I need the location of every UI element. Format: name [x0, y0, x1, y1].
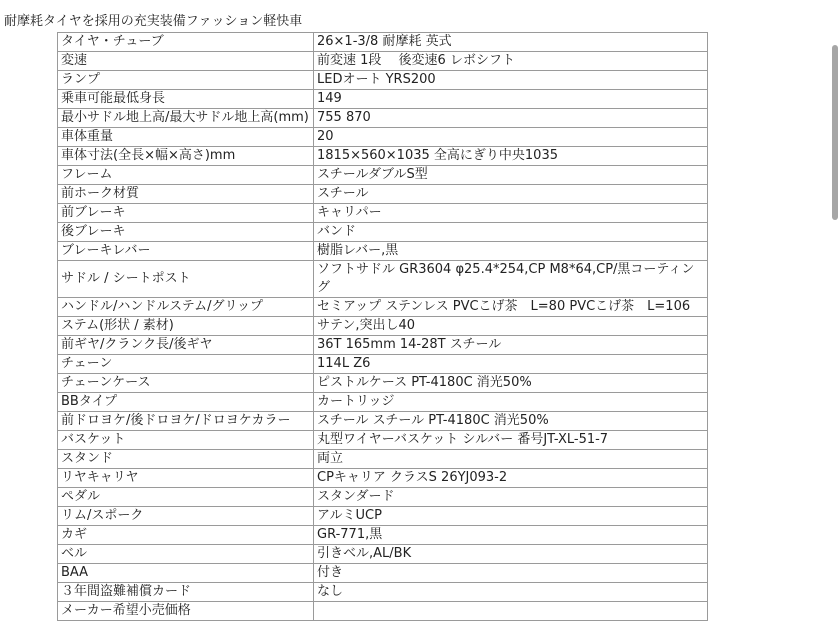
table-row: [58, 393, 708, 412]
spec-label: 変速: [58, 52, 314, 71]
spec-value: なし: [314, 583, 708, 602]
spec-label: 乗車可能最低身長: [58, 90, 314, 109]
table-row: [58, 412, 708, 431]
spec-label: リヤキャリヤ: [58, 469, 314, 488]
spec-value: 前変速 1段 後変速6 レボシフト: [314, 52, 708, 71]
table-row: [58, 488, 708, 507]
spec-label: 車体重量: [58, 128, 314, 147]
spec-label: 後ブレーキ: [58, 223, 314, 242]
spec-value: キャリパー: [314, 204, 708, 223]
spec-value: ピストルケース PT-4180C 消光50%: [314, 374, 708, 393]
spec-label: チェーンケース: [58, 374, 314, 393]
table-row: [58, 33, 708, 52]
spec-label: 前ギヤ/クランク長/後ギヤ: [58, 336, 314, 355]
spec-label: 前ドロヨケ/後ドロヨケ/ドロヨケカラー: [58, 412, 314, 431]
table-row: [58, 204, 708, 223]
table-row: [58, 90, 708, 109]
table-row: [58, 450, 708, 469]
spec-label: 前ブレーキ: [58, 204, 314, 223]
spec-value: バンド: [314, 223, 708, 242]
spec-value: セミアップ ステンレス PVCこげ茶 L=80 PVCこげ茶 L=106: [314, 298, 708, 317]
scrollbar-thumb[interactable]: [832, 45, 838, 220]
spec-value: 149: [314, 90, 708, 109]
spec-value: 755 870: [314, 109, 708, 128]
table-row: [58, 317, 708, 336]
spec-label: ペダル: [58, 488, 314, 507]
spec-value: [314, 602, 708, 621]
spec-value: アルミUCP: [314, 507, 708, 526]
table-row: [58, 583, 708, 602]
spec-label: ３年間盗難補償カード: [58, 583, 314, 602]
table-row: [58, 185, 708, 204]
table-row: [58, 52, 708, 71]
spec-value: 引きベル,AL/BK: [314, 545, 708, 564]
spec-value: スチールダブルS型: [314, 166, 708, 185]
spec-value: GR-771,黒: [314, 526, 708, 545]
table-row: [58, 223, 708, 242]
spec-label: ハンドル/ハンドルステム/グリップ: [58, 298, 314, 317]
spec-label: 前ホーク材質: [58, 185, 314, 204]
spec-value: 20: [314, 128, 708, 147]
spec-label: BBタイプ: [58, 393, 314, 412]
table-row: [58, 128, 708, 147]
spec-label: 車体寸法(全長×幅×高さ)mm: [58, 147, 314, 166]
spec-value: サテン,突出し40: [314, 317, 708, 336]
table-row: [58, 431, 708, 450]
table-row: [58, 71, 708, 90]
spec-table: [57, 32, 708, 621]
spec-value: スタンダード: [314, 488, 708, 507]
table-row: [58, 564, 708, 583]
spec-label: BAA: [58, 564, 314, 583]
spec-value: 114L Z6: [314, 355, 708, 374]
table-row: [58, 336, 708, 355]
table-row: [58, 526, 708, 545]
table-row: [58, 261, 708, 298]
spec-label: タイヤ・チューブ: [58, 33, 314, 52]
spec-label: リム/スポーク: [58, 507, 314, 526]
table-row: [58, 469, 708, 488]
table-row: [58, 355, 708, 374]
spec-label: チェーン: [58, 355, 314, 374]
spec-value: ソフトサドル GR3604 φ25.4*254,CP M8*64,CP/黒コーティング: [314, 261, 708, 298]
table-row: [58, 545, 708, 564]
spec-value: CPキャリア クラスS 26YJ093-2: [314, 469, 708, 488]
spec-label: 最小サドル地上高/最大サドル地上高(mm): [58, 109, 314, 128]
spec-label: カギ: [58, 526, 314, 545]
spec-value: スチール スチール PT-4180C 消光50%: [314, 412, 708, 431]
vertical-scrollbar[interactable]: [830, 0, 838, 641]
spec-value: 付き: [314, 564, 708, 583]
spec-value: カートリッジ: [314, 393, 708, 412]
spec-value: スチール: [314, 185, 708, 204]
page-heading: 耐摩耗タイヤを採用の充実装備ファッション軽快車: [4, 14, 303, 29]
table-row: [58, 374, 708, 393]
table-row: [58, 298, 708, 317]
table-row: [58, 147, 708, 166]
spec-label: ランプ: [58, 71, 314, 90]
spec-label: メーカー希望小売価格: [58, 602, 314, 621]
spec-value: 丸型ワイヤーバスケット シルバー 番号JT-XL-51-7: [314, 431, 708, 450]
spec-value: 両立: [314, 450, 708, 469]
spec-value: 樹脂レバー,黒: [314, 242, 708, 261]
table-row: [58, 602, 708, 621]
spec-label: スタンド: [58, 450, 314, 469]
table-row: [58, 507, 708, 526]
table-row: [58, 109, 708, 128]
spec-value: 1815×560×1035 全高にぎり中央1035: [314, 147, 708, 166]
spec-label: ステム(形状 / 素材): [58, 317, 314, 336]
spec-label: サドル / シートポスト: [58, 261, 314, 298]
spec-label: フレーム: [58, 166, 314, 185]
spec-label: バスケット: [58, 431, 314, 450]
table-row: [58, 242, 708, 261]
spec-value: 36T 165mm 14-28T スチール: [314, 336, 708, 355]
spec-label: ベル: [58, 545, 314, 564]
spec-value: 26×1-3/8 耐摩耗 英式: [314, 33, 708, 52]
table-row: [58, 166, 708, 185]
spec-label: ブレーキレバー: [58, 242, 314, 261]
spec-value: LEDオート YRS200: [314, 71, 708, 90]
